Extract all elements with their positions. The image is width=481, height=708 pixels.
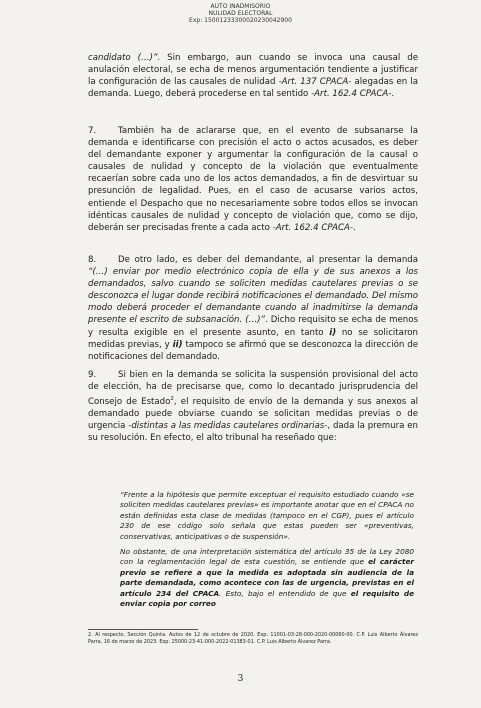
paragraph-7: 7. También ha de aclararse que, en el evento de subsanarse la demanda e identificarse con precisión el acto o actos acusados, es deber del demandante exponer y argumentar la configuración de la causal o causales de nulidad y concepto de la violación que eventualmente recaerían sobre cada uno de los actos demandados, a fin de desvirtuar su presunción de legalidad. Pues, en el caso de acusarse varios actos, entiende el Despacho que no necesariamente sobre todos ellos se invocan idénticas causales de nulidad y concepto de violación que, como se dijo, deberán ser precisadas frente a cada acto -Art. 162.4 CPACA-. — [88, 126, 418, 233]
footnote-ref[interactable]: 2 — [170, 396, 174, 403]
footnote: 2. Al respecto, Sección Quinta. Autos de 12 de octubre de 2020. Exp: 11001-03-28-000-2020-00060-00. C.P. Luis Alberto Álvarez Parra, 16 de marzo de 2023. Exp: 25000-23-41-000-2022-01383-01. C.P. Luis Alberto Álvarez Parra. — [88, 632, 418, 645]
header-subtitle: NULIDAD ELECTORAL — [208, 10, 273, 18]
footnote-divider — [88, 629, 198, 630]
paragraph-8: 8. De otro lado, es deber del demandante, al presentar la demanda “(…) enviar por medio electrónico copia de ella y de sus anexos a los demandados, salvo cuando se soliciten medidas cautelares previas o se desconozca el lugar donde recibirá notificaciones el demandado. Del mismo modo deberá proceder el demandante cuando al inadmitirse la demanda presente el escrito de subsanación. (…)”. Dicho requisito se echa de menos y resulta exigible en el presente asunto, en tanto i) no se solicitaron medidas previas, y ii) tampoco se afirmó que se desconozca la dirección de notificaciones del demandado. — [88, 255, 418, 362]
block-quote-2: No obstante, de una interpretación sistemática del artículo 35 de la Ley 2080 con la reglamentación legal de esta cuestión, se entiende que el carácter previo se refiere a que la medida es adoptada sin audiencia de la parte demandada, como acontece con las de urgencia, previstas en el artículo 234 del CPACA. Esto, bajo el entendido de que el requisito de enviar copia por correo — [120, 547, 415, 609]
paragraph-number: 8. — [88, 255, 97, 265]
header-case-number: Exp: 15001233300020230042900 — [189, 17, 292, 25]
page-number: 3 — [237, 674, 244, 684]
page-header — [0, 3, 481, 25]
paragraph-6-continuation: candidato (…)”. Sin embargo, aun cuando se invoca una causal de anulación electoral, se echa de menos argumentación tendiente a justificar la configuración de las causales de nulidad -Art. 137 CPACA- alegadas en la demanda. Luego, deberá procederse en tal sentido -Art. 162.4 CPACA-. — [88, 53, 418, 100]
paragraph-9: 9. Si bien en la demanda se solicita la suspensión provisional del acto de elección, ha de precisarse que, como lo decantado jurisprudencia del Consejo de Estado$^2$, el requisito de envío de la demanda y sus anexos al demandado puede obviarse cuando se solicitan medidas previas o de urgencia -distintas a las medidas cautelares ordinarias-, dada la premura en su resolución. En efecto, el alto tribunal ha reseñado que: — [88, 370, 418, 444]
paragraph-number: 7. — [88, 126, 97, 136]
header-title: AUTO INADMISORIO — [210, 3, 271, 10]
paragraph-number: 9. — [88, 370, 97, 380]
block-quote-1: “Frente a la hipótesis que permite exceptuar el requisito estudiado cuando «se soliciten medidas cautelares previas» es importante anotar que en el CPACA no están definidas esta clase de medidas (tampoco en el CGP), pues el artículo 230 de ese código solo señala que estas pueden ser «preventivas, conservativas, anticipativas o de suspensión». — [120, 490, 414, 541]
